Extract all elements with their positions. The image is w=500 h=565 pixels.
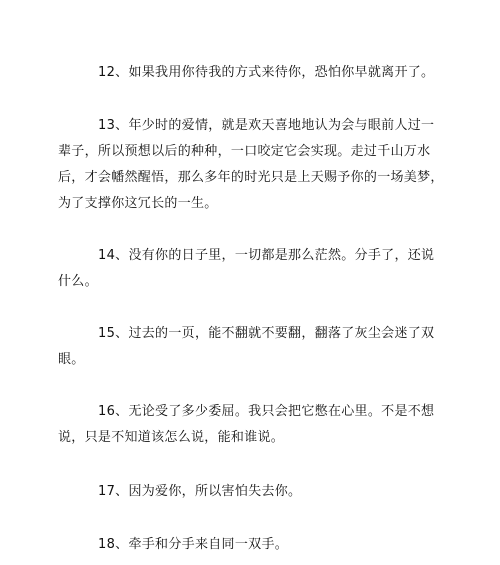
paragraph-line: 后，才会幡然醒悟，那么多年的时光只是上天赐予你的一场美梦， — [58, 170, 444, 185]
paragraph-16 — [58, 399, 450, 451]
paragraph-line: 15、过去的一页，能不翻就不要翻，翻落了灰尘会迷了双 — [98, 326, 435, 341]
paragraph-15 — [58, 321, 450, 373]
paragraph-14 — [58, 243, 450, 295]
paragraph-line: 14、没有你的日子里，一切都是那么茫然。分手了，还说 — [98, 248, 435, 263]
paragraph-line: 什么。 — [58, 274, 98, 289]
paragraph-line: 辈子，所以预想以后的种种，一口咬定它会实现。走过千山万水 — [58, 144, 431, 159]
paragraph-line: 眼。 — [58, 352, 85, 367]
paragraph-line: 12、如果我用你待我的方式来待你，恐怕你早就离开了。 — [98, 65, 435, 80]
paragraph-line: 13、年少时的爱情，就是欢天喜地地认为会与眼前人过一 — [98, 118, 435, 133]
paragraph-line: 18、牵手和分手来自同一双手。 — [98, 537, 289, 552]
paragraph-13 — [58, 113, 450, 217]
paragraph-18 — [58, 532, 450, 558]
paragraph-line: 17、因为爱你，所以害怕失去你。 — [98, 484, 302, 499]
paragraph-line: 说，只是不知道该怎么说，能和谁说。 — [58, 430, 285, 445]
paragraph-line: 16、无论受了多少委屈。我只会把它憋在心里。不是不想 — [98, 404, 435, 419]
paragraph-17 — [58, 479, 450, 505]
paragraph-line: 为了支撑你这冗长的一生。 — [58, 196, 218, 211]
paragraph-12 — [58, 60, 450, 86]
